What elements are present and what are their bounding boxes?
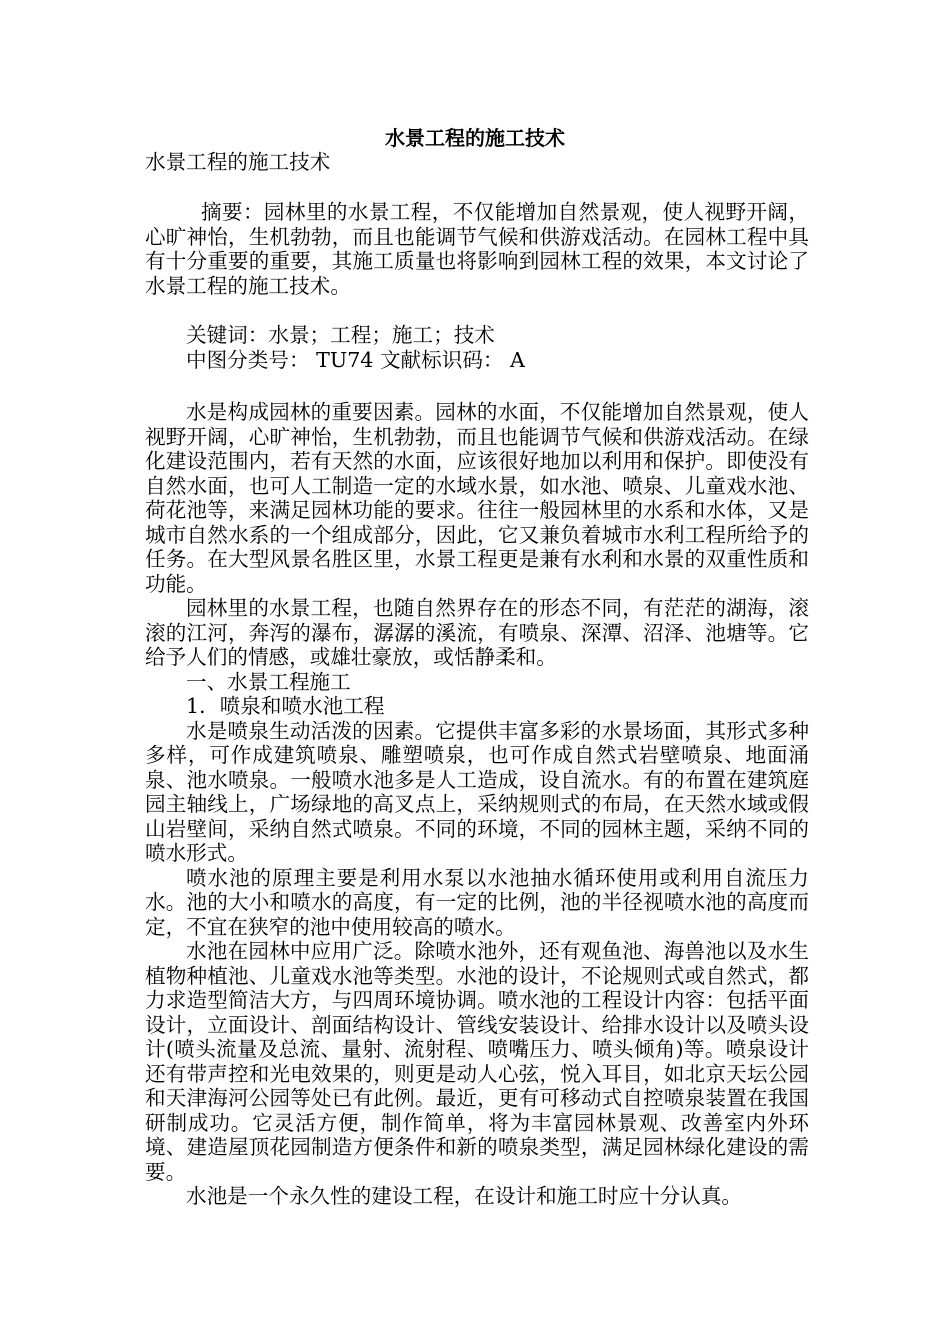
keywords-line: 关键词：水景；工程；施工；技术: [186, 323, 495, 347]
abstract-paragraph: 摘要：园林里的水景工程，不仅能增加自然景观，使人视野开阔，心旷神怡，生机勃勃，而且也能调节气候和供游戏活动。在园林工程中具有十分重要的重要，其施工质量也将影响到园林工程的效果，本文讨论了水景工程的施工技术。: [145, 200, 809, 298]
section-heading: 一、水景工程施工: [186, 669, 351, 694]
body-paragraph: 水池在园林中应用广泛。除喷水池外，还有观鱼池、海兽池以及水生植物种植池、儿童戏水池等类型。水池的设计，不论规则式或自然式，都力求造型简洁大方，与四周环境协调。喷水池的工程设计内容：包括平面设计，立面设计、剖面结构设计、管线安装设计、给排水设计以及喷头设计(喷头流量及总流、量射、流射程、喷嘴压力、喷头倾角)等。喷泉设计还有带声控和光电效果的，则更是动人心弦，悦入耳目，如北京天坛公园和天津海河公园等处已有此例。最近，更有可移动式自控喷泉装置在我国研制成功。它灵活方便，制作简单，将为丰富园林景观、改善室内外环境、建造屋顶花园制造方便条件和新的喷泉类型，满足园林绿化建设的需要。: [145, 939, 809, 1184]
abstract-block: [145, 200, 809, 298]
subsection-heading: 1．喷泉和喷水池工程: [186, 694, 385, 718]
metadata-block: [145, 323, 809, 372]
document-subtitle: 水景工程的施工技术: [145, 150, 331, 174]
document-title: 水景工程的施工技术: [385, 126, 565, 150]
body-paragraph: 园林里的水景工程，也随自然界存在的形态不同，有茫茫的湖海，滚滚的江河，奔泻的瀑布，潺潺的溪流，有喷泉、深潭、沼泽、池塘等。它给予人们的情感，或雄壮豪放，或恬静柔和。: [145, 596, 809, 669]
body-paragraph: 水池是一个永久性的建设工程，在设计和施工时应十分认真。: [186, 1184, 743, 1208]
body-paragraph: 水是构成园林的重要因素。园林的水面，不仅能增加自然景观，使人视野开阔，心旷神怡，生机勃勃，而且也能调节气候和供游戏活动。在绿化建设范围内，若有天然的水面，应该很好地加以利用和保护。即使没有自然水面，也可人工制造一定的水域水景，如水池、喷泉、儿童戏水池、荷花池等，来满足园林功能的要求。往往一般园林里的水系和水体，又是城市自然水系的一个组成部分，因此，它又兼负着城市水利工程所给予的任务。在大型风景名胜区里，水景工程更是兼有水利和水景的双重性质和功能。: [145, 400, 809, 596]
body-paragraph: 水是喷泉生动活泼的因素。它提供丰富多彩的水景场面，其形式多种多样，可作成建筑喷泉、雕塑喷泉，也可作成自然式岩壁喷泉、地面涌泉、池水喷泉。一般喷水池多是人工造成，设自流水。有的布置在建筑庭园主轴线上，广场绿地的高叉点上，采纳规则式的布局，在天然水域或假山岩壁间，采纳自然式喷泉。不同的环境，不同的园林主题，采纳不同的喷水形式。: [145, 718, 809, 865]
body-paragraph: 喷水池的原理主要是利用水泵以水池抽水循环使用或利用自流压力水。池的大小和喷水的高度，有一定的比例，池的半径视喷水池的高度而定，不宜在狭窄的池中使用较高的喷水。: [145, 865, 809, 939]
classification-line: 中图分类号： TU74 文献标识码： A: [186, 347, 525, 372]
main-body: [145, 400, 809, 1209]
